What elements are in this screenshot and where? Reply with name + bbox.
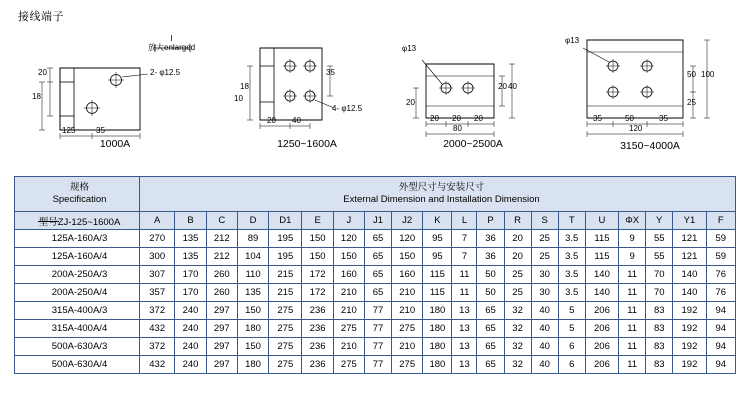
- hole-label-3150-4000a: φ13: [565, 36, 580, 45]
- cell-F: 76: [706, 266, 735, 284]
- row-model: 200A-250A/3: [15, 266, 140, 284]
- cell-T: 6: [558, 338, 585, 356]
- cell-Y1: 140: [673, 266, 706, 284]
- header-dimension-cell: [140, 177, 736, 212]
- cell-Y: 55: [646, 230, 673, 248]
- cell-D: 104: [237, 248, 268, 266]
- cell-E: 150: [302, 248, 333, 266]
- cell-R: 20: [504, 248, 531, 266]
- cell-C: 297: [206, 320, 237, 338]
- cell-F: 59: [706, 230, 735, 248]
- cell-F: 94: [706, 320, 735, 338]
- header-spec-cell: [15, 177, 140, 212]
- cell-R: 25: [504, 266, 531, 284]
- cell-A: 300: [140, 248, 175, 266]
- cell-P: 36: [477, 248, 504, 266]
- cell-Y1: 192: [673, 338, 706, 356]
- cell-B: 170: [175, 284, 206, 302]
- cell-S: 25: [531, 230, 558, 248]
- cell-T: 6: [558, 356, 585, 374]
- cell-PhiX: 11: [619, 356, 646, 374]
- col-header-L: L: [452, 212, 477, 230]
- cell-T: 3.5: [558, 266, 585, 284]
- table-row: [15, 230, 736, 248]
- cell-J: 275: [333, 356, 364, 374]
- col-header-K: K: [423, 212, 452, 230]
- cell-K: 180: [423, 356, 452, 374]
- cell-U: 115: [585, 248, 618, 266]
- dim-3150-25: 25: [687, 98, 696, 107]
- header-model-cell: [15, 212, 140, 230]
- cell-C: 260: [206, 266, 237, 284]
- cell-PhiX: 11: [619, 266, 646, 284]
- cell-S: 40: [531, 356, 558, 374]
- cell-B: 135: [175, 248, 206, 266]
- cell-R: 32: [504, 338, 531, 356]
- cell-C: 297: [206, 302, 237, 320]
- caption-1250-1600a: 1250~1600A: [277, 138, 337, 150]
- dim-2000-20b: 20: [498, 82, 507, 91]
- cell-Y: 83: [646, 338, 673, 356]
- dim-1250-10: 10: [234, 94, 243, 103]
- cell-J2: 275: [392, 356, 423, 374]
- cell-J: 275: [333, 320, 364, 338]
- cell-PhiX: 11: [619, 284, 646, 302]
- col-header-D1: D1: [269, 212, 302, 230]
- table-row: [15, 266, 736, 284]
- cell-J: 210: [333, 338, 364, 356]
- header-spec-en: Specification: [52, 194, 107, 205]
- col-header-R: R: [504, 212, 531, 230]
- col-header-C: C: [206, 212, 237, 230]
- dim-1250-35: 35: [326, 68, 335, 77]
- cell-L: 13: [452, 320, 477, 338]
- cell-F: 59: [706, 248, 735, 266]
- cell-A: 357: [140, 284, 175, 302]
- table-row: [15, 302, 736, 320]
- dim-2000-20c: 20: [430, 114, 439, 123]
- cell-E: 172: [302, 266, 333, 284]
- col-header-D: D: [237, 212, 268, 230]
- cell-D: 150: [237, 338, 268, 356]
- cell-L: 13: [452, 338, 477, 356]
- cell-U: 206: [585, 356, 618, 374]
- cell-S: 40: [531, 320, 558, 338]
- cell-P: 65: [477, 302, 504, 320]
- cell-Y1: 121: [673, 248, 706, 266]
- cell-J: 160: [333, 266, 364, 284]
- col-header-B: B: [175, 212, 206, 230]
- col-header-S: S: [531, 212, 558, 230]
- cell-L: 13: [452, 302, 477, 320]
- table-row: [15, 356, 736, 374]
- col-header-Y: Y: [646, 212, 673, 230]
- cell-Y: 70: [646, 266, 673, 284]
- cell-S: 30: [531, 284, 558, 302]
- col-header-A: A: [140, 212, 175, 230]
- dim-2000-80: 80: [453, 124, 462, 133]
- cell-S: 25: [531, 248, 558, 266]
- cell-L: 11: [452, 266, 477, 284]
- cell-R: 20: [504, 230, 531, 248]
- caption-3150-4000a: 3150~4000A: [620, 140, 680, 152]
- cell-P: 50: [477, 284, 504, 302]
- cell-K: 115: [423, 266, 452, 284]
- cell-F: 94: [706, 338, 735, 356]
- cell-P: 65: [477, 338, 504, 356]
- cell-T: 5: [558, 302, 585, 320]
- cell-Y1: 140: [673, 284, 706, 302]
- cell-J2: 210: [392, 302, 423, 320]
- cell-D1: 215: [269, 284, 302, 302]
- cell-E: 172: [302, 284, 333, 302]
- spec-table-wrapper: [14, 176, 736, 374]
- dim-1000a-125: 125: [62, 126, 76, 135]
- cell-U: 115: [585, 230, 618, 248]
- cell-U: 206: [585, 320, 618, 338]
- cell-C: 260: [206, 284, 237, 302]
- cell-J: 120: [333, 230, 364, 248]
- cell-D: 180: [237, 356, 268, 374]
- figure-1000a: [30, 30, 220, 150]
- cell-D: 135: [237, 284, 268, 302]
- dim-3150-50: 50: [687, 70, 696, 79]
- cell-Y: 55: [646, 248, 673, 266]
- cell-J2: 150: [392, 248, 423, 266]
- cell-Y1: 192: [673, 302, 706, 320]
- col-header-E: E: [302, 212, 333, 230]
- dim-1250-18: 18: [240, 82, 249, 91]
- cell-J1: 65: [364, 284, 391, 302]
- figure-2000-2500a-drawing: [398, 30, 558, 140]
- cell-U: 140: [585, 266, 618, 284]
- cell-T: 3.5: [558, 284, 585, 302]
- cell-L: 11: [452, 284, 477, 302]
- cell-Y: 83: [646, 320, 673, 338]
- cell-C: 212: [206, 230, 237, 248]
- cell-D1: 275: [269, 338, 302, 356]
- col-header-P: P: [477, 212, 504, 230]
- cell-U: 140: [585, 284, 618, 302]
- cell-Y1: 192: [673, 320, 706, 338]
- cell-E: 236: [302, 302, 333, 320]
- header-dimension-cn: 外型尺寸与安装尺寸: [398, 182, 485, 194]
- cell-D1: 275: [269, 356, 302, 374]
- header-dimension-en: External Dimension and Installation Dimension: [343, 194, 540, 205]
- cell-J1: 77: [364, 338, 391, 356]
- figure-3150-4000a-drawing: [565, 18, 740, 143]
- row-model: 315A-400A/3: [15, 302, 140, 320]
- cell-PhiX: 11: [619, 338, 646, 356]
- cell-S: 30: [531, 266, 558, 284]
- cell-F: 94: [706, 302, 735, 320]
- cell-J2: 275: [392, 320, 423, 338]
- cell-S: 40: [531, 302, 558, 320]
- dim-3150-35b: 35: [659, 114, 668, 123]
- dim-1250-20: 20: [267, 116, 276, 125]
- cell-L: 7: [452, 230, 477, 248]
- cell-R: 25: [504, 284, 531, 302]
- cell-D1: 275: [269, 320, 302, 338]
- cell-B: 240: [175, 338, 206, 356]
- cell-B: 240: [175, 320, 206, 338]
- spec-table: [14, 176, 736, 374]
- row-model: 500A-630A/4: [15, 356, 140, 374]
- cell-A: 432: [140, 356, 175, 374]
- cell-J1: 77: [364, 356, 391, 374]
- col-header-F: F: [706, 212, 735, 230]
- col-header-T: T: [558, 212, 585, 230]
- cell-K: 95: [423, 248, 452, 266]
- figure-2000-2500a: [398, 30, 558, 150]
- cell-P: 50: [477, 266, 504, 284]
- cell-J: 150: [333, 248, 364, 266]
- col-header-J2: J2: [392, 212, 423, 230]
- cell-B: 135: [175, 230, 206, 248]
- cell-K: 180: [423, 302, 452, 320]
- caption-1000a: 1000A: [99, 138, 131, 150]
- cell-D1: 215: [269, 266, 302, 284]
- cell-R: 32: [504, 302, 531, 320]
- cell-A: 270: [140, 230, 175, 248]
- cell-Y: 83: [646, 302, 673, 320]
- dim-3150-50b: 50: [625, 114, 634, 123]
- cell-D1: 195: [269, 248, 302, 266]
- cell-J2: 120: [392, 230, 423, 248]
- cell-R: 32: [504, 320, 531, 338]
- cell-D: 150: [237, 302, 268, 320]
- cell-P: 36: [477, 230, 504, 248]
- dim-3150-100: 100: [701, 70, 715, 79]
- cell-E: 236: [302, 356, 333, 374]
- col-header-PhiX: ΦX: [619, 212, 646, 230]
- table-row: [15, 248, 736, 266]
- dim-3150-35a: 35: [593, 114, 602, 123]
- dim-2000-20d: 20: [452, 114, 461, 123]
- cell-D: 180: [237, 320, 268, 338]
- table-row: [15, 284, 736, 302]
- cell-D: 89: [237, 230, 268, 248]
- drawings-area: [0, 0, 750, 172]
- cell-J2: 210: [392, 338, 423, 356]
- cell-S: 40: [531, 338, 558, 356]
- cell-A: 372: [140, 302, 175, 320]
- cell-E: 150: [302, 230, 333, 248]
- col-header-J1: J1: [364, 212, 391, 230]
- dim-1250-40: 40: [292, 116, 301, 125]
- cell-P: 65: [477, 356, 504, 374]
- dim-3150-120: 120: [629, 124, 643, 133]
- cell-T: 5: [558, 320, 585, 338]
- cell-A: 307: [140, 266, 175, 284]
- enlarged-note: 放大enlarged: [148, 43, 196, 53]
- enlarged-note-mark: I: [170, 34, 173, 43]
- cell-E: 236: [302, 320, 333, 338]
- header-model-label: 型号: [39, 214, 58, 228]
- table-row: [15, 338, 736, 356]
- dim-2000-20a: 20: [406, 98, 415, 107]
- table-row: [15, 320, 736, 338]
- caption-2000-2500a: 2000~2500A: [443, 138, 503, 150]
- cell-Y: 83: [646, 356, 673, 374]
- figure-3150-4000a: [565, 18, 740, 152]
- cell-B: 240: [175, 356, 206, 374]
- dim-2000-40: 40: [508, 82, 517, 91]
- col-header-Y1: Y1: [673, 212, 706, 230]
- cell-J2: 160: [392, 266, 423, 284]
- col-header-U: U: [585, 212, 618, 230]
- cell-E: 236: [302, 338, 333, 356]
- header-model-value: ZJ-125~1600A: [57, 216, 121, 228]
- hole-label-2000-2500a: φ13: [402, 44, 417, 53]
- hole-label-1250-1600a: 4- φ12.5: [332, 104, 363, 113]
- cell-D1: 195: [269, 230, 302, 248]
- cell-Y: 70: [646, 284, 673, 302]
- cell-K: 115: [423, 284, 452, 302]
- cell-J: 210: [333, 302, 364, 320]
- dim-1000a-18: 18: [32, 92, 41, 101]
- cell-K: 95: [423, 230, 452, 248]
- cell-J: 210: [333, 284, 364, 302]
- cell-D: 110: [237, 266, 268, 284]
- cell-T: 3.5: [558, 248, 585, 266]
- table-model-row: [15, 212, 736, 230]
- cell-P: 65: [477, 320, 504, 338]
- dim-2000-20e: 20: [474, 114, 483, 123]
- cell-Y1: 121: [673, 230, 706, 248]
- cell-Y1: 192: [673, 356, 706, 374]
- row-model: 125A-160A/3: [15, 230, 140, 248]
- cell-L: 7: [452, 248, 477, 266]
- cell-K: 180: [423, 320, 452, 338]
- row-model: 500A-630A/3: [15, 338, 140, 356]
- cell-J1: 65: [364, 266, 391, 284]
- cell-PhiX: 9: [619, 230, 646, 248]
- cell-B: 170: [175, 266, 206, 284]
- cell-L: 13: [452, 356, 477, 374]
- cell-J2: 210: [392, 284, 423, 302]
- cell-J1: 77: [364, 320, 391, 338]
- cell-C: 212: [206, 248, 237, 266]
- cell-PhiX: 9: [619, 248, 646, 266]
- row-model: 125A-160A/4: [15, 248, 140, 266]
- cell-A: 432: [140, 320, 175, 338]
- cell-T: 3.5: [558, 230, 585, 248]
- cell-F: 94: [706, 356, 735, 374]
- cell-B: 240: [175, 302, 206, 320]
- dim-1000a-35: 35: [96, 126, 105, 135]
- header-spec-cn: 规格: [69, 182, 89, 194]
- cell-J1: 65: [364, 248, 391, 266]
- col-header-J: J: [333, 212, 364, 230]
- cell-A: 372: [140, 338, 175, 356]
- cell-R: 32: [504, 356, 531, 374]
- cell-C: 297: [206, 356, 237, 374]
- cell-U: 206: [585, 302, 618, 320]
- cell-PhiX: 11: [619, 320, 646, 338]
- row-model: 200A-250A/4: [15, 284, 140, 302]
- hole-label-1000a: 2- φ12.5: [150, 68, 181, 77]
- cell-F: 76: [706, 284, 735, 302]
- dim-1000a-20: 20: [38, 68, 47, 77]
- row-model: 315A-400A/4: [15, 320, 140, 338]
- cell-J1: 77: [364, 302, 391, 320]
- cell-D1: 275: [269, 302, 302, 320]
- figure-1250-1600a: [222, 30, 382, 150]
- section-title: 接线端子: [18, 11, 64, 23]
- cell-U: 206: [585, 338, 618, 356]
- cell-K: 180: [423, 338, 452, 356]
- cell-PhiX: 11: [619, 302, 646, 320]
- cell-C: 297: [206, 338, 237, 356]
- cell-J1: 65: [364, 230, 391, 248]
